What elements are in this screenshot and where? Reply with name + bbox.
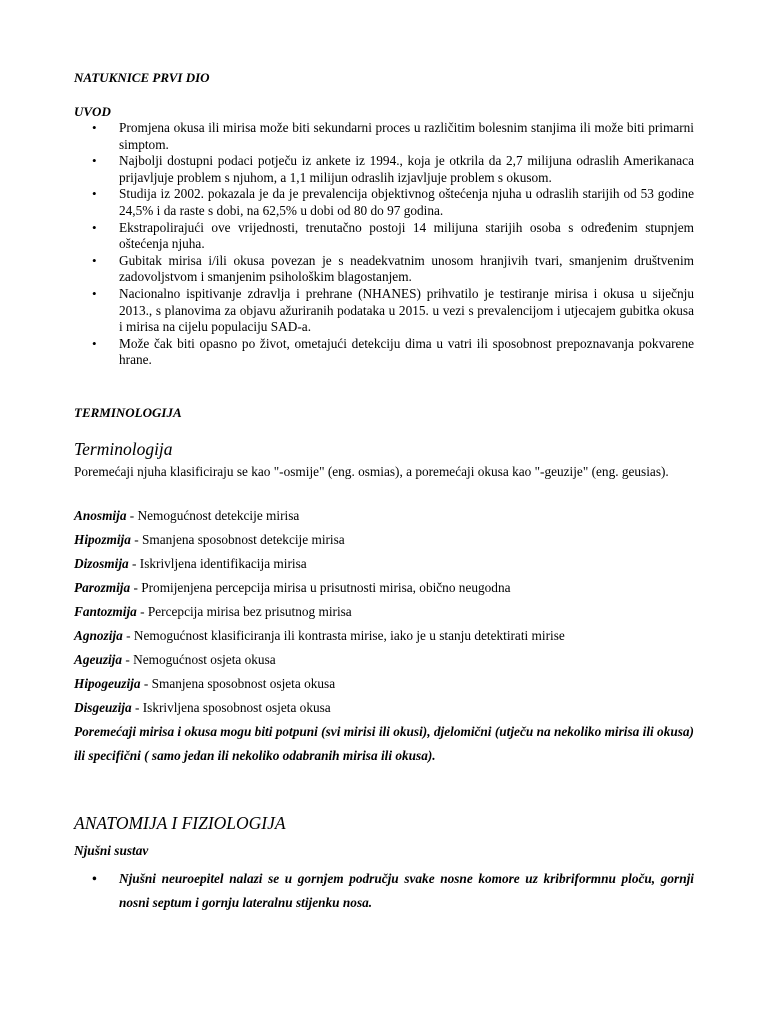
definition-parozmija: Parozmija - Promijenjena percepcija mirisa u prisutnosti mirisa, obično neugodna xyxy=(74,580,511,595)
bullet-icon: • xyxy=(92,120,97,135)
heading-terminologija: TERMINOLOGIJA xyxy=(74,405,182,420)
bullet-icon: • xyxy=(92,153,97,169)
bullet-icon: • xyxy=(92,335,97,351)
intro-bullet-list xyxy=(92,120,694,369)
list-item: • Studija iz 2002. pokazala je da je prevalencija objektivnog oštećenja njuha u odraslih starijih od 53 godine 24,5% i da raste s dobi, na 62,5% u dobi od 80 do 97 godina. xyxy=(92,186,694,218)
terminology-paragraph: Poremećaji njuha klasificiraju se kao "-osmije" (eng. osmias), a poremećaji okusa kao "-geuzije" (eng. geusias). xyxy=(74,464,669,479)
definition-fantozmija: Fantozmija - Percepcija mirisa bez prisutnog mirisa xyxy=(74,604,352,619)
definition-hipogeuzija: Hipogeuzija - Smanjena sposobnost osjeta okusa xyxy=(74,676,336,691)
subsection-title-njusni: Njušni sustav xyxy=(74,843,149,858)
disorders-note: Poremećaji mirisa i okusa mogu biti potpuni (svi mirisi ili okusi), djelomični (utječu na nekoliko mirisa ili okusa) ili specifični ( samo jedan ili nekoliko odabranih mirisa ili okusa). xyxy=(74,724,694,763)
definition-dizosmija: Dizosmija - Iskrivljena identifikacija mirisa xyxy=(74,556,307,571)
list-item: • Njušni neuroepitel nalazi se u gornjem području svake nosne komore uz kribriformnu ploču, gornji nosni septum i gornju lateralnu stijenku nosa. xyxy=(119,867,694,915)
definition-hipozmija: Hipozmija - Smanjena sposobnost detekcije mirisa xyxy=(74,532,345,547)
heading-uvod: UVOD xyxy=(74,104,111,119)
bullet-icon: • xyxy=(92,219,97,235)
bullet-icon: • xyxy=(92,285,97,301)
list-item: • Gubitak mirisa i/ili okusa povezan je s neadekvatnim unosom hranjivih tvari, smanjenim društvenim zadovoljstvom i smanjenim psihološkim blagostanjem. xyxy=(92,252,694,285)
section-title-terminologija: Terminologija xyxy=(74,439,173,459)
list-item: • Nacionalno ispitivanje zdravlja i prehrane (NHANES) prihvatilo je testiranje mirisa i okusa u siječnju 2013., s planovima za objavu ažuriranih podataka u 2015. u vezi s prevalencijom i utjecajem gubitka okusa i mirisa na cijelu populaciju SAD-a. xyxy=(92,285,694,335)
definition-ageuzija: Ageuzija - Nemogućnost osjeta okusa xyxy=(74,652,276,667)
list-item: • Najbolji dostupni podaci potječu iz ankete iz 1994., koja je otkrila da 2,7 milijuna odraslih Amerikanaca prijavljuje problem s njuhom, a 1,1 milijun odraslih izjavljuje problem s okusom. xyxy=(92,153,694,185)
definition-anosmija: Anosmija - Nemogućnost detekcije mirisa xyxy=(74,508,300,523)
heading-natuknice: NATUKNICE PRVI DIO xyxy=(74,70,210,85)
list-item: • Može čak biti opasno po život, ometajući detekciju dima u vatri ili sposobnost prepoznavanja pokvarene hrane. xyxy=(92,335,694,368)
anatomy-bullet-list xyxy=(92,867,694,915)
section-title-anatomija: ANATOMIJA I FIZIOLOGIJA xyxy=(74,813,286,833)
definition-disgeuzija: Disgeuzija - Iskrivljena sposobnost osjeta okusa xyxy=(74,700,331,715)
bullet-icon: • xyxy=(92,186,97,202)
bullet-icon: • xyxy=(92,871,97,886)
list-item: • Ekstrapolirajući ove vrijednosti, trenutačno postoji 14 milijuna starijih osoba s određenim stupnjem oštećenja njuha. xyxy=(92,219,694,252)
list-item: • Promjena okusa ili mirisa može biti sekundarni proces u različitim bolesnim stanjima ili može biti primarni simptom. xyxy=(92,120,694,152)
bullet-icon: • xyxy=(92,252,97,268)
definition-agnozija: Agnozija - Nemogućnost klasificiranja ili kontrasta mirise, iako je u stanju detektirati mirise xyxy=(74,628,565,643)
